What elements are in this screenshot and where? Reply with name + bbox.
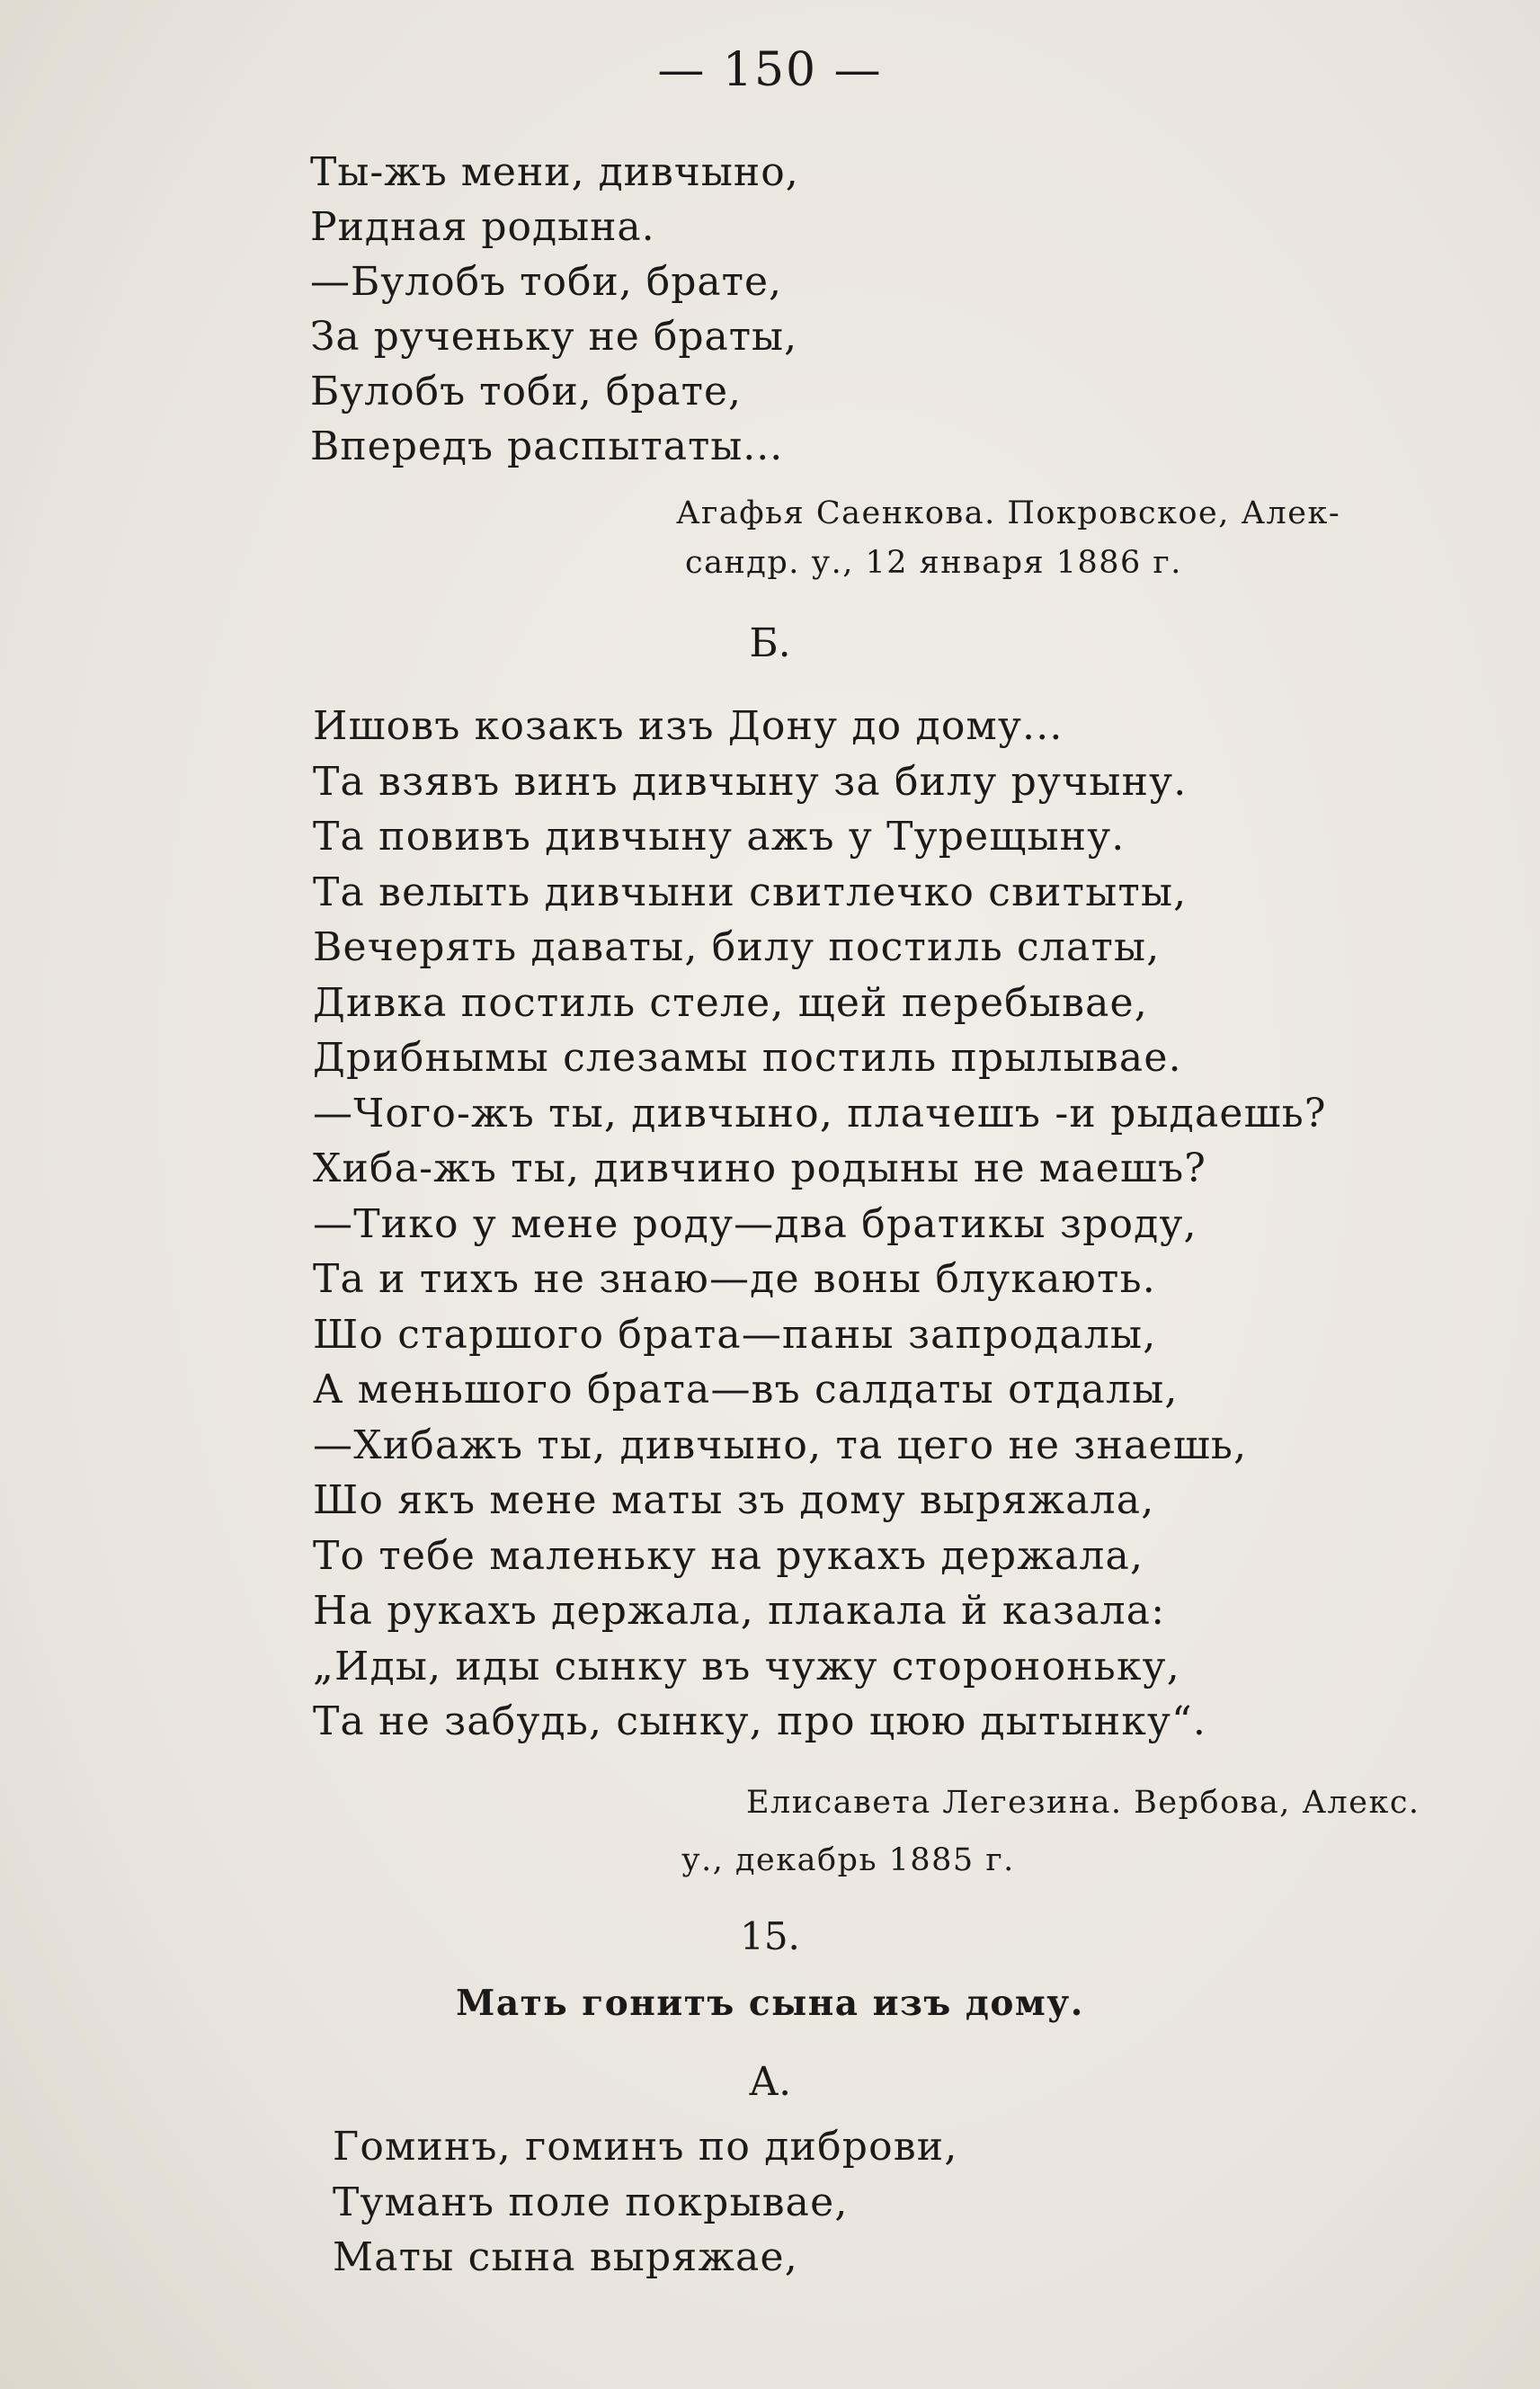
verse-line: Дивка постиль стеле, щей перебывае,	[313, 979, 1148, 1026]
section-letter: А.	[748, 2059, 792, 2105]
verse-line: —Булобъ тоби, брате,	[310, 259, 783, 305]
verse-line: Та не забудь, сынку, про цюю дытынку“.	[313, 1698, 1207, 1744]
verse-line: Шо старшого брата—паны запродалы,	[313, 1311, 1157, 1358]
poem-b	[313, 703, 1327, 1758]
verse-line: Шо якъ мене маты зъ дому выряжала,	[313, 1477, 1155, 1523]
attribution-line: Елисавета Легезина. Вербова, Алекс.	[746, 1785, 1420, 1821]
verse-line: Туманъ поле покрывае,	[333, 2179, 849, 2225]
poem-15a	[333, 2124, 958, 2294]
verse-line: Ридная родына.	[310, 204, 655, 250]
verse-line: Ты-жъ мени, дивчыно,	[310, 149, 799, 195]
verse-line: Булобъ тоби, брате,	[310, 369, 743, 415]
poem-1	[310, 149, 799, 482]
verse-line: Та взявъ винъ дивчыну за билу ручыну.	[313, 758, 1188, 805]
verse-line: Та велыть дивчыни свитлечко свитыты,	[313, 869, 1188, 915]
verse-line: За рученьку не браты,	[310, 314, 798, 360]
section-letter: Б.	[749, 620, 791, 666]
verse-line: —Тико у мене роду—два братикы зроду,	[313, 1200, 1197, 1247]
attribution-line: Агафья Саенкова. Покровское, Алек-	[676, 495, 1341, 531]
verse-line: Ишовъ козакъ изъ Дону до дому...	[313, 703, 1064, 749]
song-number: 15.	[740, 1914, 800, 1958]
verse-line: —Чого-жъ ты, дивчыно, плачешъ -и рыдаешь?	[313, 1090, 1327, 1137]
verse-line: „Иды, иды сынку въ чужу сторононьку,	[313, 1643, 1180, 1689]
attribution-line: у., декабрь 1885 г.	[681, 1842, 1015, 1878]
song-title: Мать гонитъ сына изъ дому.	[456, 1983, 1084, 2024]
verse-line: Та повивъ дивчыну ажъ у Турещыну.	[313, 814, 1126, 860]
verse-line: Дрибнымы слезамы постиль прылывае.	[313, 1035, 1182, 1081]
verse-line: Впередъ распытаты...	[310, 423, 784, 469]
verse-line: На рукахъ держала, плакала й казала:	[313, 1588, 1166, 1634]
verse-line: Гоминъ, гоминъ по диброви,	[333, 2124, 958, 2170]
verse-line: А меньшого брата—въ салдаты отдалы,	[313, 1367, 1179, 1413]
page-number: — 150 —	[657, 43, 883, 97]
verse-line: То тебе маленьку на рукахъ держала,	[313, 1532, 1144, 1579]
verse-line: Та и тихъ не знаю—де воны блукають.	[313, 1256, 1156, 1302]
verse-line: Хиба-жъ ты, дивчино родыны не маешъ?	[313, 1145, 1207, 1191]
verse-line: Маты сына выряжае,	[333, 2234, 798, 2280]
verse-line: Вечерять даваты, билу постиль слаты,	[313, 924, 1161, 970]
verse-line: —Хибажъ ты, дивчыно, та цего не знаешь,	[313, 1422, 1248, 1468]
attribution-line: сандр. у., 12 января 1886 г.	[685, 545, 1182, 581]
